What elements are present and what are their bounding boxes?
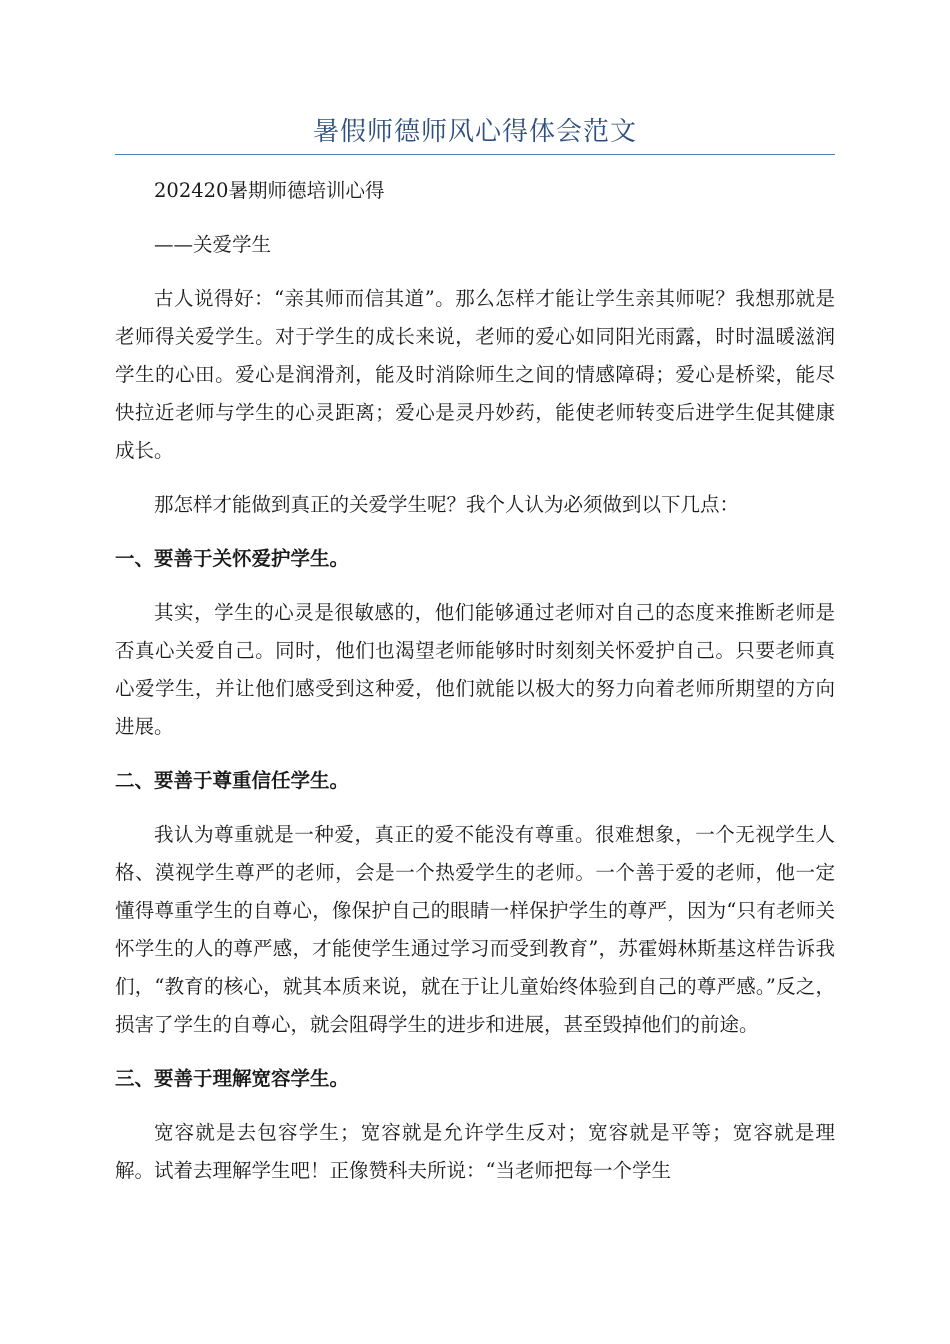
section-heading: 一、要善于关怀爱护学生。 [115, 547, 350, 570]
paragraph: 我认为尊重就是一种爱，真正的爱不能没有尊重。很难想象，一个无视学生人格、漠视学生尊严的老师，会是一个热爱学生的老师。一个善于爱的老师，他一定懂得尊重学生的自尊心，像保护自己的眼睛一样保护学生的尊严，因为“只有老师关怀学生的人的尊严感，才能使学生通过学习而受到教育”，苏霍姆林斯基这样告诉我们，“教育的核心，就其本质来说，就在于让儿童始终体验到自己的尊严感。”反之，损害了学生的自尊心，就会阻碍学生的进步和进展，甚至毁掉他们的前途。 [115, 823, 835, 1036]
section-heading: 三、要善于理解宽容学生。 [115, 1067, 350, 1090]
subtitle-theme: ——关爱学生 [154, 233, 272, 256]
document-body [115, 172, 835, 1206]
paragraph: 其实，学生的心灵是很敏感的，他们能够通过老师对自己的态度来推断老师是否真心关爱自己。同时，他们也渴望老师能够时时刻刻关怀爱护自己。只要老师真心爱学生，并让他们感受到这种爱，他们就能以极大的努力向着老师所期望的方向进展。 [115, 601, 835, 738]
paragraph: 宽容就是去包容学生；宽容就是允许学生反对；宽容就是平等；宽容就是理解。试着去理解学生吧！正像赞科夫所说：“当老师把每一个学生 [115, 1121, 835, 1182]
document-title: 暑假师德师风心得体会范文 [312, 117, 637, 147]
paragraph: 那怎样才能做到真正的关爱学生呢？我个人认为必须做到以下几点： [154, 493, 740, 516]
title-underline [115, 154, 835, 155]
section-heading: 二、要善于尊重信任学生。 [115, 769, 350, 792]
subtitle-date: 202420暑期师德培训心得 [154, 179, 385, 202]
paragraph: 古人说得好：“亲其师而信其道”。那么怎样才能让学生亲其师呢？我想那就是老师得关爱学生。对于学生的成长来说，老师的爱心如同阳光雨露，时时温暖滋润学生的心田。爱心是润滑剂，能及时消除师生之间的情感障碍；爱心是桥梁，能尽快拉近老师与学生的心灵距离；爱心是灵丹妙药，能使老师转变后进学生促其健康成长。 [115, 287, 835, 462]
